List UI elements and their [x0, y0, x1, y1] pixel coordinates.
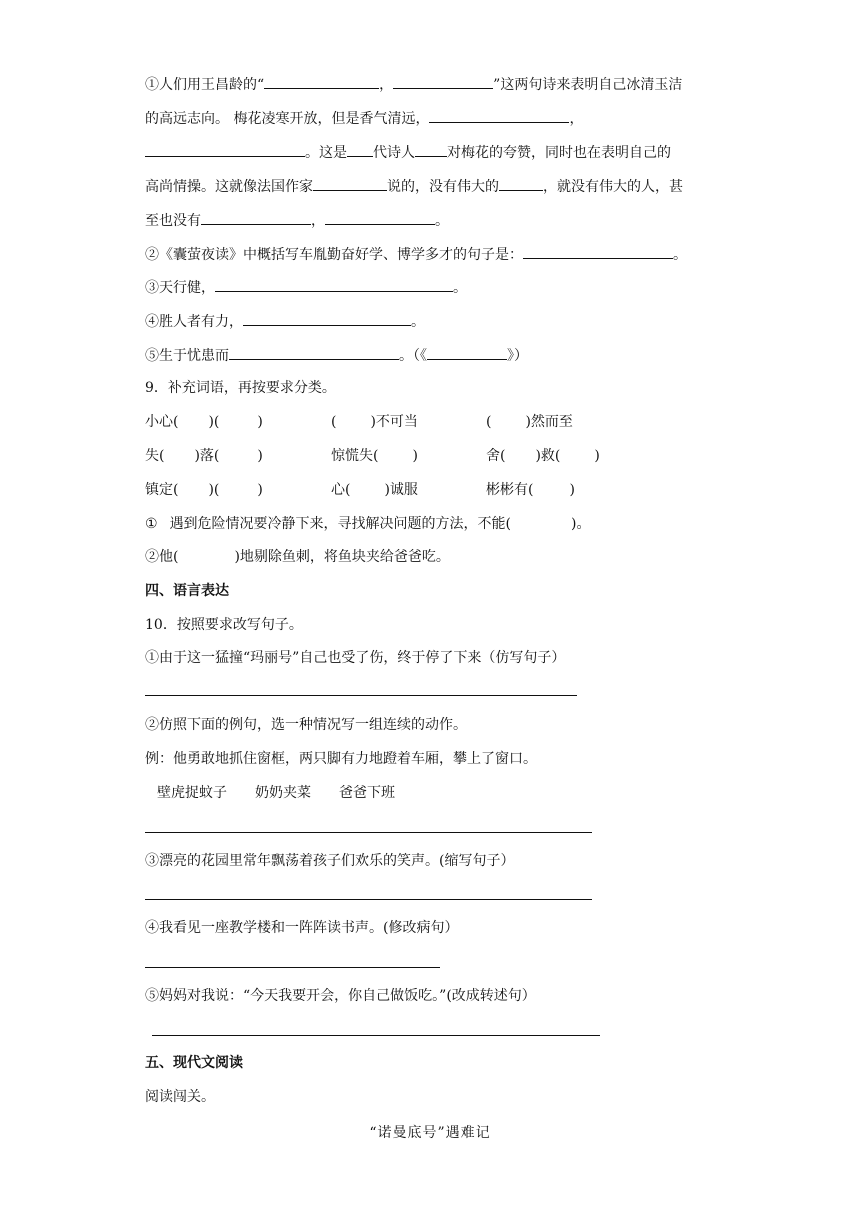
blank-writer[interactable]: [313, 175, 387, 191]
q8-item2: ②《囊萤夜读》中概括写车胤勤奋好学、博学多才的句子是： 。: [145, 243, 687, 265]
q8-item5: ⑤生于忧患而 。（《 》）: [145, 344, 528, 366]
answer-line[interactable]: [145, 832, 592, 833]
q10-item2: ②仿照下面的例句，选一种情况写一组连续的动作。: [145, 717, 467, 733]
blank-chenyin[interactable]: [523, 243, 673, 259]
blank-poem-line2[interactable]: [393, 73, 493, 89]
blank-nothing-2[interactable]: [325, 209, 435, 225]
q9-word-2: ( )不可当: [331, 414, 418, 430]
q10-item1: ①由于这一猛撞“玛丽号”自己也受了伤，终于停了下来（仿写句子）: [145, 650, 566, 666]
q8-item1-line3: 。这是 代诗人 对梅花的夸赞，同时也在表明自己的: [145, 141, 671, 163]
q8-item1-line5: 至也没有 ， 。: [145, 209, 449, 231]
blank-source[interactable]: [427, 344, 507, 360]
reading-title: “诺曼底号”遇难记: [369, 1125, 491, 1141]
blank-tianxingjian[interactable]: [215, 276, 453, 292]
blank-poet[interactable]: [415, 141, 447, 157]
section-5-heading: 五、现代文阅读: [145, 1055, 243, 1071]
option-3: 爸爸下班: [339, 785, 395, 801]
q10-example: 例：他勇敢地抓住窗框，两只脚有力地蹬着车厢，攀上了窗口。: [145, 751, 537, 767]
q9-word-6: 舍( )救( ): [486, 448, 600, 464]
q8-item1-line1: ①人们用王昌龄的“ ， ”这两句诗来表明自己冰清玉洁: [145, 73, 682, 95]
q9-heading: 9．补充词语，再按要求分类。: [145, 380, 336, 396]
blank-poem-line1[interactable]: [264, 73, 379, 89]
option-2: 奶奶夹菜: [255, 785, 311, 801]
q9-word-9: 彬彬有( ): [486, 482, 575, 498]
q10-heading: 10．按照要求改写句子。: [145, 617, 303, 633]
q9-word-4: 失( )落( ): [145, 448, 263, 464]
q9-word-5: 惊慌失( ): [331, 448, 418, 464]
answer-line[interactable]: [145, 695, 577, 696]
blank-plum-poem-1[interactable]: [429, 107, 569, 123]
option-1: 壁虎捉蚊子: [157, 785, 227, 801]
blank-shengren[interactable]: [243, 310, 411, 326]
answer-line[interactable]: [152, 1035, 600, 1036]
q9-word-1: 小心( )( ): [145, 414, 263, 430]
blank-great[interactable]: [499, 175, 543, 191]
q9-word-8: 心( )诚服: [331, 482, 418, 498]
q9-word-3: ( )然而至: [486, 414, 573, 430]
q10-item4: ④我看见一座教学楼和一阵阵读书声。(修改病句）: [145, 920, 459, 936]
q9-sub2: ②他( )地剔除鱼刺，将鱼块夹给爸爸吃。: [145, 549, 450, 565]
q8-item1-line4: 高尚情操。这就像法国作家 说的，没有伟大的 ，就没有伟大的人，甚: [145, 175, 683, 197]
q10-item3: ③漂亮的花园里常年飘荡着孩子们欢乐的笑声。(缩写句子）: [145, 853, 515, 869]
section-4-heading: 四、语言表达: [145, 583, 229, 599]
q8-item4: ④胜人者有力， 。: [145, 310, 425, 332]
blank-nothing-1[interactable]: [201, 209, 311, 225]
blank-plum-poem-2[interactable]: [145, 141, 305, 157]
q8-item3: ③天行健， 。: [145, 276, 467, 298]
q10-item5: ⑤妈妈对我说：“今天我要开会，你自己做饭吃。”(改成转述句）: [145, 988, 536, 1004]
q9-sub1: ① 遇到危险情况要冷静下来，寻找解决问题的方法，不能( )。: [145, 516, 591, 532]
blank-dynasty[interactable]: [347, 141, 373, 157]
blank-youhuan[interactable]: [229, 344, 399, 360]
answer-line[interactable]: [145, 899, 592, 900]
answer-line[interactable]: [145, 967, 440, 968]
q9-word-7: 镇定( )( ): [145, 482, 263, 498]
reading-intro: 阅读闯关。: [145, 1089, 215, 1105]
q8-item1-line2: 的高远志向。 梅花凌寒开放，但是香气清远， ，: [145, 107, 583, 129]
